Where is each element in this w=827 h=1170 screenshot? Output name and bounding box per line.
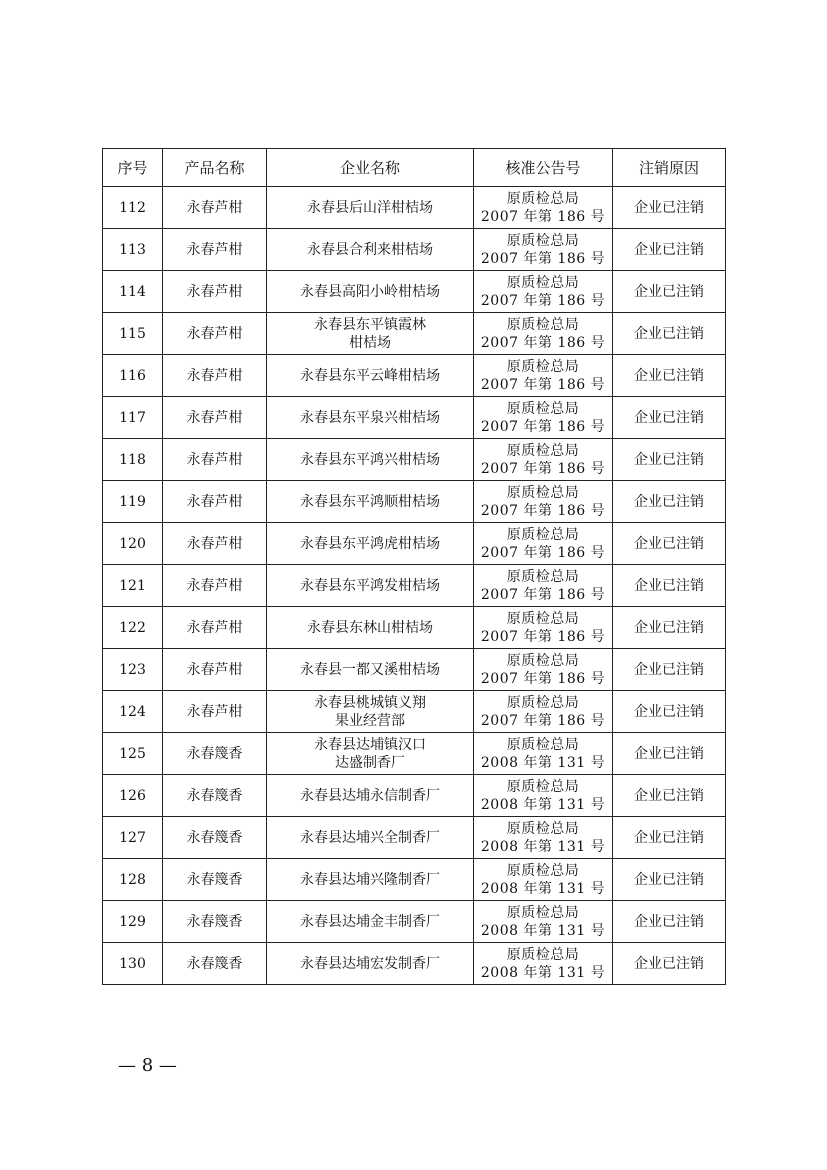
cell-serial-no: 112 [103,187,163,229]
table-row [103,439,726,481]
header-product-name: 产品名称 [163,149,267,187]
cell-notice-no [474,817,613,859]
cell-product-name: 永春篾香 [163,943,267,985]
cell-notice-no-line: 2007 年第 186 号 [480,586,606,603]
cell-company-name [267,817,474,859]
cell-revocation-reason: 企业已注销 [613,523,726,565]
cell-company-name [267,481,474,523]
cell-revocation-reason: 企业已注销 [613,733,726,775]
cell-notice-no-line: 原质检总局 [506,946,580,963]
cell-company-name [267,523,474,565]
cell-notice-no-line: 2007 年第 186 号 [480,334,606,351]
cell-notice-no-line: 原质检总局 [506,820,580,837]
page-number: — 8 — [118,1055,177,1076]
cell-serial-no: 116 [103,355,163,397]
cell-notice-no-line: 2007 年第 186 号 [480,712,606,729]
cell-notice-no-line: 原质检总局 [506,358,580,375]
cell-revocation-reason: 企业已注销 [613,439,726,481]
cell-company-name [267,229,474,271]
cell-notice-no-line: 2007 年第 186 号 [480,208,606,225]
cell-company-name [267,313,474,355]
table-row [103,691,726,733]
cell-company-name [267,733,474,775]
cell-notice-no [474,901,613,943]
cell-notice-no-line: 原质检总局 [506,610,580,627]
cell-revocation-reason: 企业已注销 [613,481,726,523]
cell-notice-no [474,607,613,649]
cell-serial-no: 120 [103,523,163,565]
cell-serial-no: 113 [103,229,163,271]
cell-notice-no-line: 2007 年第 186 号 [480,250,606,267]
cell-product-name: 永春芦柑 [163,313,267,355]
table-row [103,229,726,271]
cell-company-name [267,355,474,397]
cell-company-name-line: 永春县一都又溪柑桔场 [300,661,440,678]
revocation-table [102,148,726,985]
cell-notice-no-line: 原质检总局 [506,442,580,459]
cell-company-name-line: 永春县东平鸿兴柑桔场 [300,451,440,468]
cell-serial-no: 124 [103,691,163,733]
cell-company-name [267,649,474,691]
cell-company-name-line: 永春县达埔永信制香厂 [300,787,440,804]
cell-notice-no-line: 2007 年第 186 号 [480,670,606,687]
cell-notice-no [474,943,613,985]
cell-serial-no: 123 [103,649,163,691]
cell-notice-no [474,439,613,481]
cell-serial-no: 119 [103,481,163,523]
cell-product-name: 永春芦柑 [163,187,267,229]
cell-company-name [267,271,474,313]
cell-revocation-reason: 企业已注销 [613,565,726,607]
cell-revocation-reason: 企业已注销 [613,649,726,691]
cell-notice-no [474,355,613,397]
cell-company-name-line: 永春县桃城镇义翔 [314,694,426,711]
cell-product-name: 永春芦柑 [163,523,267,565]
cell-product-name: 永春芦柑 [163,439,267,481]
table-body [103,187,726,985]
cell-notice-no-line: 原质检总局 [506,190,580,207]
table-row [103,523,726,565]
cell-notice-no [474,775,613,817]
cell-notice-no-line: 原质检总局 [506,484,580,501]
cell-revocation-reason: 企业已注销 [613,607,726,649]
table-row [103,481,726,523]
table-row [103,565,726,607]
cell-serial-no: 117 [103,397,163,439]
cell-company-name [267,187,474,229]
cell-notice-no-line: 原质检总局 [506,778,580,795]
cell-notice-no-line: 原质检总局 [506,736,580,753]
table-row [103,187,726,229]
cell-notice-no-line: 原质检总局 [506,652,580,669]
cell-notice-no-line: 原质检总局 [506,232,580,249]
table-header [103,149,726,187]
cell-company-name [267,943,474,985]
cell-serial-no: 114 [103,271,163,313]
cell-notice-no-line: 2008 年第 131 号 [480,922,606,939]
cell-company-name [267,607,474,649]
cell-company-name [267,775,474,817]
cell-revocation-reason: 企业已注销 [613,271,726,313]
cell-company-name-line: 永春县东平泉兴柑桔场 [300,409,440,426]
cell-notice-no [474,691,613,733]
cell-revocation-reason: 企业已注销 [613,355,726,397]
table-row [103,313,726,355]
cell-product-name: 永春芦柑 [163,355,267,397]
cell-product-name: 永春芦柑 [163,565,267,607]
cell-notice-no-line: 原质检总局 [506,904,580,921]
cell-product-name: 永春芦柑 [163,691,267,733]
cell-notice-no-line: 2008 年第 131 号 [480,796,606,813]
cell-notice-no [474,859,613,901]
cell-revocation-reason: 企业已注销 [613,859,726,901]
table-row [103,901,726,943]
cell-product-name: 永春篾香 [163,817,267,859]
cell-product-name: 永春篾香 [163,775,267,817]
cell-notice-no-line: 原质检总局 [506,316,580,333]
cell-notice-no-line: 原质检总局 [506,862,580,879]
cell-notice-no-line: 2007 年第 186 号 [480,376,606,393]
cell-revocation-reason: 企业已注销 [613,901,726,943]
cell-company-name [267,397,474,439]
cell-notice-no-line: 2008 年第 131 号 [480,880,606,897]
cell-company-name-line: 永春县后山洋柑桔场 [307,199,433,216]
cell-notice-no [474,481,613,523]
cell-company-name-line: 果业经营部 [335,712,405,729]
cell-notice-no-line: 2007 年第 186 号 [480,292,606,309]
cell-company-name-line: 永春县东平鸿发柑桔场 [300,577,440,594]
cell-serial-no: 122 [103,607,163,649]
cell-product-name: 永春芦柑 [163,229,267,271]
cell-notice-no-line: 原质检总局 [506,568,580,585]
cell-company-name-line: 永春县东平镇霞林 [314,316,426,333]
cell-company-name-line: 永春县东平鸿虎柑桔场 [300,535,440,552]
cell-company-name-line: 永春县达埔金丰制香厂 [300,913,440,930]
cell-serial-no: 127 [103,817,163,859]
table-row [103,397,726,439]
cell-notice-no-line: 2007 年第 186 号 [480,418,606,435]
cell-product-name: 永春芦柑 [163,649,267,691]
cell-serial-no: 115 [103,313,163,355]
cell-notice-no-line: 2007 年第 186 号 [480,460,606,477]
table-row [103,775,726,817]
table-row [103,649,726,691]
cell-revocation-reason: 企业已注销 [613,775,726,817]
cell-notice-no [474,229,613,271]
cell-revocation-reason: 企业已注销 [613,397,726,439]
cell-notice-no-line: 2008 年第 131 号 [480,964,606,981]
header-serial-no: 序号 [103,149,163,187]
cell-revocation-reason: 企业已注销 [613,229,726,271]
cell-product-name: 永春芦柑 [163,271,267,313]
header-revocation-reason: 注销原因 [613,149,726,187]
cell-notice-no [474,313,613,355]
cell-notice-no-line: 原质检总局 [506,274,580,291]
cell-notice-no-line: 2007 年第 186 号 [480,502,606,519]
cell-notice-no-line: 2008 年第 131 号 [480,838,606,855]
cell-notice-no [474,649,613,691]
cell-notice-no-line: 2008 年第 131 号 [480,754,606,771]
cell-serial-no: 118 [103,439,163,481]
cell-company-name [267,565,474,607]
cell-product-name: 永春篾香 [163,733,267,775]
table-row [103,943,726,985]
cell-notice-no [474,733,613,775]
table-row [103,817,726,859]
cell-company-name-line: 永春县达埔兴隆制香厂 [300,871,440,888]
cell-company-name-line: 达盛制香厂 [335,754,405,771]
cell-product-name: 永春芦柑 [163,397,267,439]
cell-company-name-line: 永春县高阳小岭柑桔场 [300,283,440,300]
cell-revocation-reason: 企业已注销 [613,817,726,859]
cell-notice-no-line: 原质检总局 [506,526,580,543]
cell-revocation-reason: 企业已注销 [613,187,726,229]
cell-notice-no [474,397,613,439]
cell-notice-no-line: 2007 年第 186 号 [480,628,606,645]
cell-serial-no: 121 [103,565,163,607]
cell-serial-no: 125 [103,733,163,775]
header-company-name: 企业名称 [267,149,474,187]
cell-company-name [267,859,474,901]
cell-company-name-line: 永春县合利来柑桔场 [307,241,433,258]
cell-company-name-line: 永春县达埔宏发制香厂 [300,955,440,972]
cell-company-name-line: 永春县东平鸿顺柑桔场 [300,493,440,510]
table-row [103,355,726,397]
cell-revocation-reason: 企业已注销 [613,943,726,985]
cell-company-name-line: 永春县东平云峰柑桔场 [300,367,440,384]
cell-product-name: 永春篾香 [163,859,267,901]
cell-company-name [267,901,474,943]
cell-company-name [267,691,474,733]
table-row [103,271,726,313]
cell-notice-no [474,187,613,229]
cell-company-name-line: 永春县东林山柑桔场 [307,619,433,636]
cell-revocation-reason: 企业已注销 [613,313,726,355]
cell-product-name: 永春芦柑 [163,481,267,523]
cell-company-name-line: 柑桔场 [349,334,391,351]
cell-revocation-reason: 企业已注销 [613,691,726,733]
table-row [103,733,726,775]
cell-serial-no: 128 [103,859,163,901]
cell-notice-no [474,271,613,313]
table-row [103,859,726,901]
cell-notice-no [474,523,613,565]
cell-product-name: 永春芦柑 [163,607,267,649]
header-notice-no: 核准公告号 [474,149,613,187]
cell-notice-no-line: 2007 年第 186 号 [480,544,606,561]
cell-serial-no: 126 [103,775,163,817]
cell-serial-no: 129 [103,901,163,943]
cell-company-name-line: 永春县达埔兴全制香厂 [300,829,440,846]
cell-notice-no-line: 原质检总局 [506,400,580,417]
cell-notice-no-line: 原质检总局 [506,694,580,711]
cell-company-name [267,439,474,481]
header-row [103,149,726,187]
cell-serial-no: 130 [103,943,163,985]
cell-product-name: 永春篾香 [163,901,267,943]
cell-notice-no [474,565,613,607]
cell-company-name-line: 永春县达埔镇汉口 [314,736,426,753]
table-row [103,607,726,649]
